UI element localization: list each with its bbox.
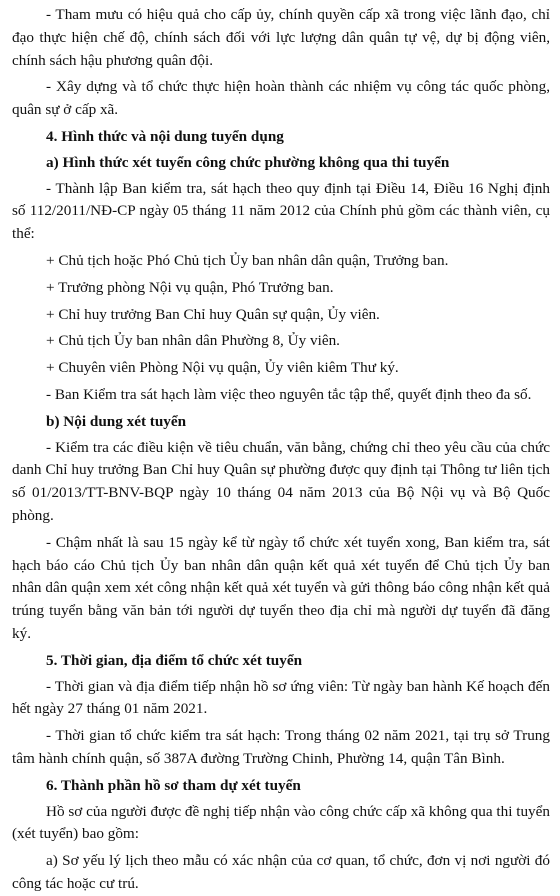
paragraph: a) Sơ yếu lý lịch theo mẫu có xác nhận của cơ quan, tổ chức, đơn vị nơi người đó công tác hoặc cư trú. [12,852,550,892]
paragraph: - Chậm nhất là sau 15 ngày kể từ ngày tổ chức xét tuyển xong, Ban kiểm tra, sát hạch báo cáo Chủ tịch Ủy ban nhân dân quận kết quả xét tuyển để Chủ tịch Ủy ban nhân dân quận xem xét công nhận kết quả xét tuyển và gửi thông báo công nhận kết quả trúng tuyển bằng văn bản tới người dự tuyển theo địa chỉ mà người dự tuyển đã đăng ký. [12,533,550,642]
paragraph: - Xây dựng và tổ chức thực hiện hoàn thành các nhiệm vụ công tác quốc phòng, quân sự ở cấp xã. [12,78,550,119]
paragraph: - Thành lập Ban kiểm tra, sát hạch theo quy định tại Điều 14, Điều 16 Nghị định số 112/2011/NĐ-CP ngày 05 tháng 11 năm 2012 của Chính phủ gồm các thành viên, cụ thể: [12,179,550,243]
paragraph: - Kiểm tra các điều kiện về tiêu chuẩn, văn bằng, chứng chỉ theo yêu cầu của chức danh Chỉ huy trưởng Ban Chỉ huy Quân sự phường được quy định tại Thông tư liên tịch số 01/2013/TT-BNV-BQP ngày 10 tháng 04 năm 2013 của Bộ Nội vụ và Bộ Quốc phòng. [12,438,550,524]
subsection-heading: b) Nội dung xét tuyển [46,412,187,430]
list-item: + Chủ tịch Ủy ban nhân dân Phường 8, Ủy viên. [46,332,340,350]
list-item: + Chuyên viên Phòng Nội vụ quận, Ủy viên kiêm Thư ký. [46,359,399,377]
paragraph: - Thời gian và địa điểm tiếp nhận hồ sơ ứng viên: Từ ngày ban hành Kế hoạch đến hết ngày 27 tháng 01 năm 2021. [12,677,550,718]
list-item: + Chỉ huy trưởng Ban Chỉ huy Quân sự quận, Ủy viên. [46,305,380,323]
subsection-heading: a) Hình thức xét tuyển công chức phường không qua thi tuyển [46,153,450,171]
list-item: + Chủ tịch hoặc Phó Chủ tịch Ủy ban nhân dân quận, Trưởng ban. [46,251,449,269]
section-heading: 5. Thời gian, địa điểm tổ chức xét tuyển [46,651,303,669]
paragraph: - Thời gian tổ chức kiểm tra sát hạch: Trong tháng 02 năm 2021, tại trụ sở Trung tâm hành chính quận, số 387A đường Trường Chinh, Phường 14, quận Tân Bình. [12,727,550,767]
section-heading: 6. Thành phần hồ sơ tham dự xét tuyển [46,776,301,794]
paragraph: Hồ sơ của người được đề nghị tiếp nhận vào công chức cấp xã không qua thi tuyển (xét tuyển) bao gồm: [12,802,550,843]
list-item: + Trưởng phòng Nội vụ quận, Phó Trưởng ban. [46,278,334,296]
section-heading: 4. Hình thức và nội dung tuyển dụng [46,127,284,145]
paragraph: - Ban Kiểm tra sát hạch làm việc theo nguyên tắc tập thể, quyết định theo đa số. [46,385,532,403]
paragraph: - Tham mưu có hiệu quả cho cấp ủy, chính quyền cấp xã trong việc lãnh đạo, chỉ đạo thực hiện chế độ, chính sách đối với lực lượng dân quân tự vệ, dự bị động viên, chính sách hậu phương quân đội. [12,6,550,69]
